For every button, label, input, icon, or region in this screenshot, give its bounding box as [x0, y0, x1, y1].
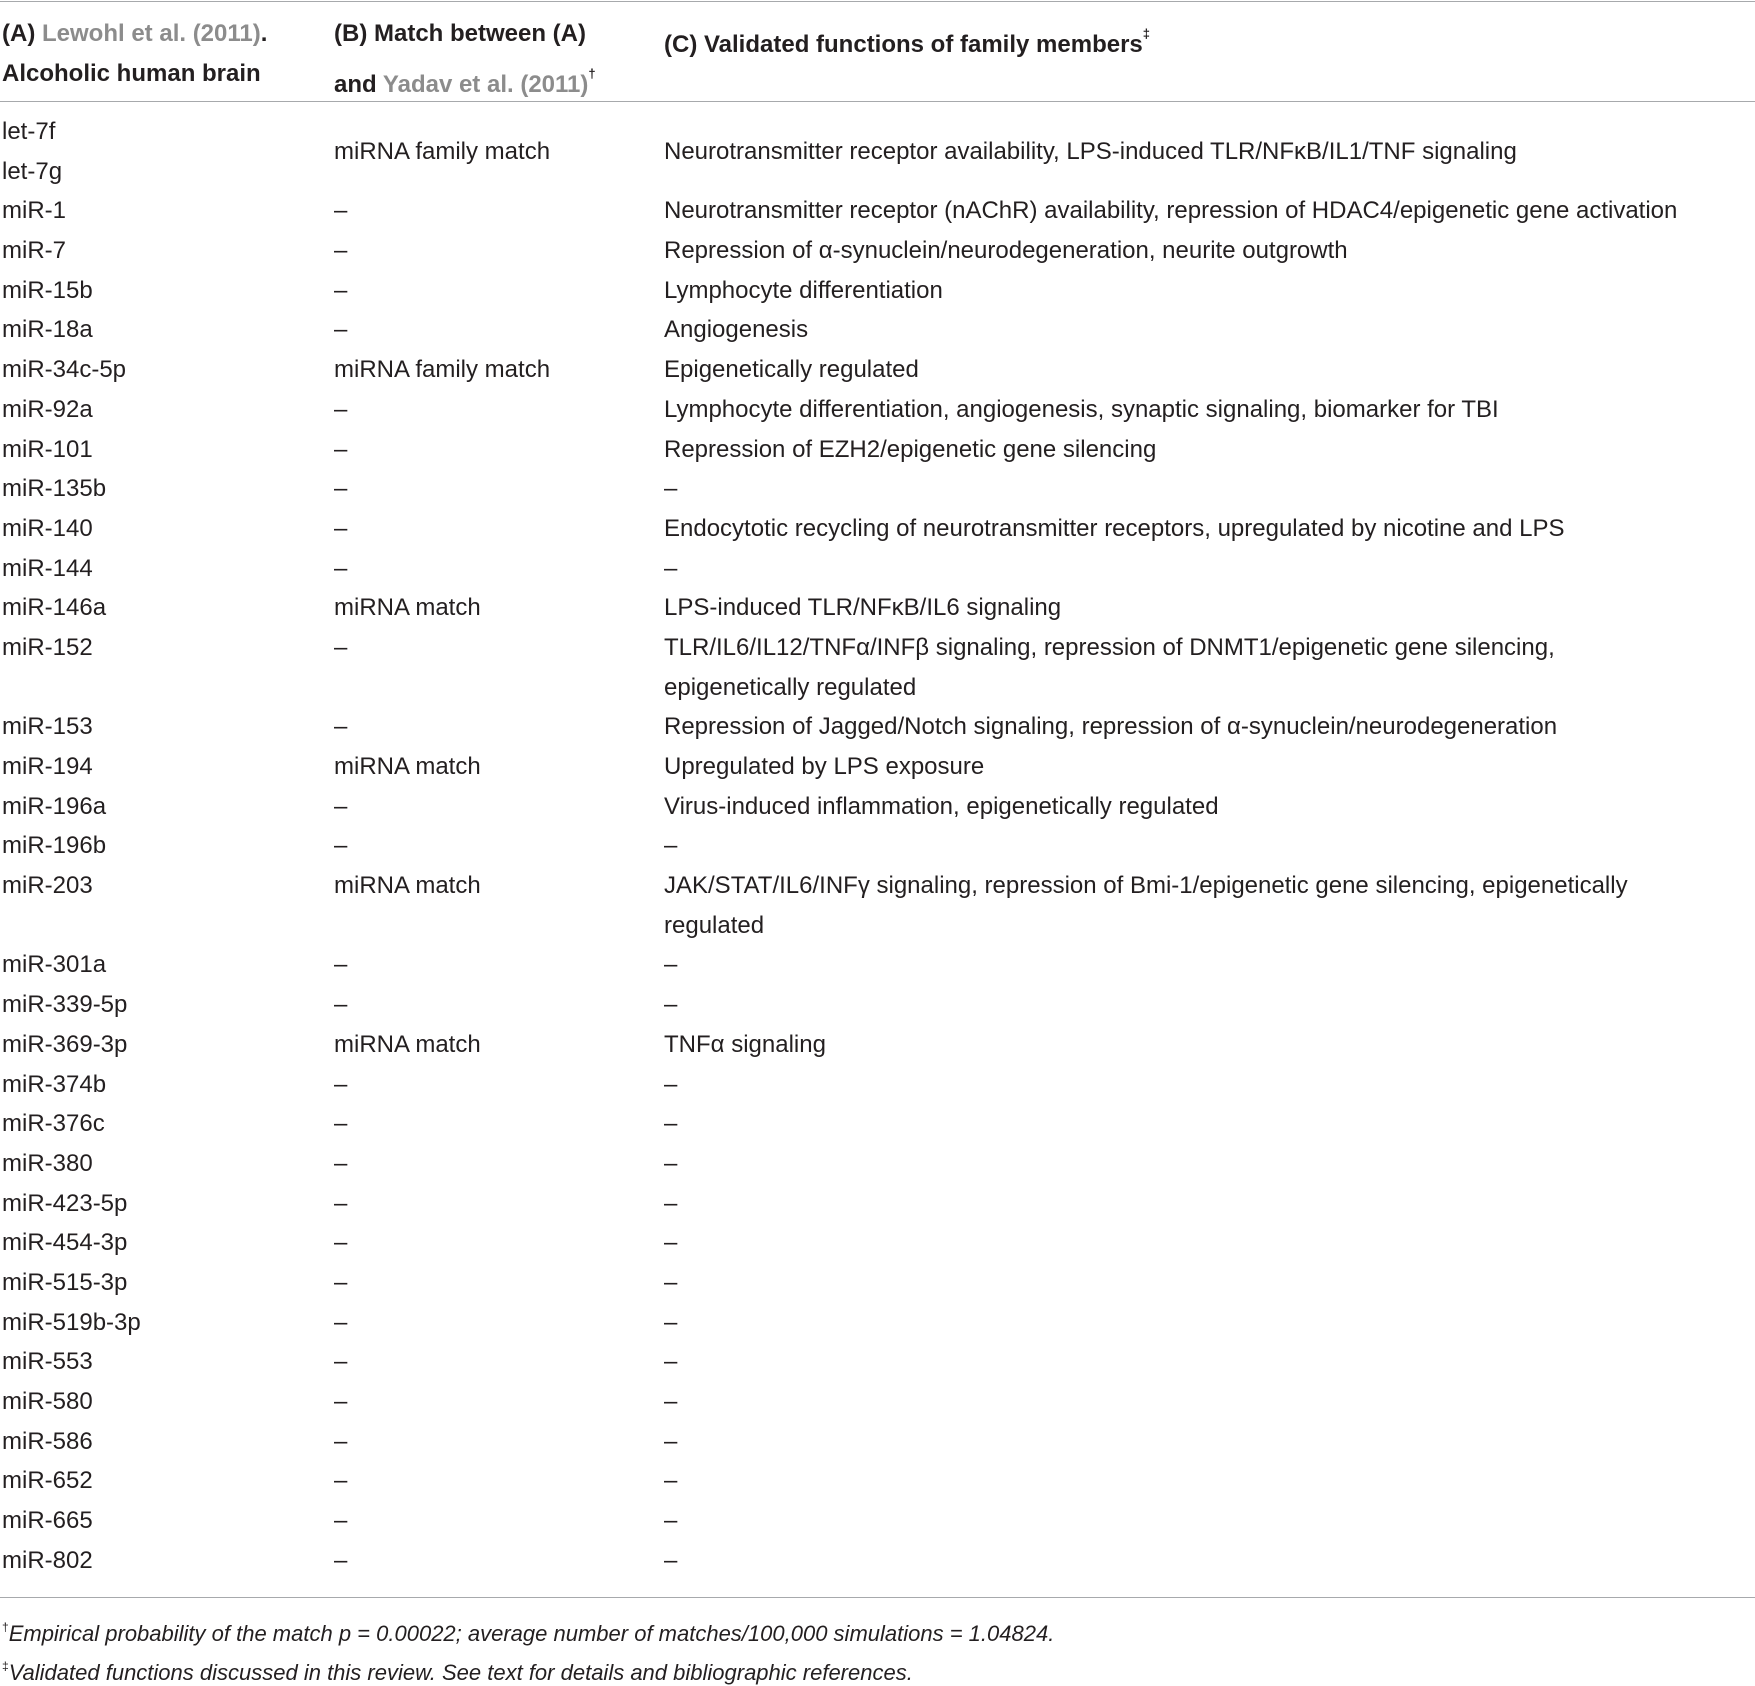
double-dagger-footnote-mark: ‡: [1142, 26, 1150, 41]
mirna-name-cell: miR-196a: [2, 792, 107, 820]
table-row: [0, 1382, 1755, 1422]
table-row: [0, 350, 1755, 390]
mirna-name-cell: miR-374b: [2, 1070, 107, 1098]
function-cell: –: [664, 1348, 678, 1376]
match-cell: –: [334, 1110, 348, 1138]
table-row: [0, 1303, 1755, 1343]
match-cell: –: [334, 1268, 348, 1296]
mirna-name-cell: miR-580: [2, 1388, 93, 1416]
table-row: [0, 707, 1755, 747]
function-cell: –: [664, 1388, 678, 1416]
footnote-mark: †: [2, 1620, 9, 1634]
match-cell: miRNA match: [334, 594, 481, 622]
mirna-name-cell: miR-586: [2, 1427, 93, 1455]
table-row: [0, 390, 1755, 430]
match-cell: miRNA family match: [334, 356, 551, 384]
function-cell: Repression of α-synuclein/neurodegeneration, neurite outgrowth: [664, 237, 1348, 265]
match-cell: –: [334, 1070, 348, 1098]
function-cell: –: [664, 554, 678, 582]
footnote-double-dagger: [2, 1659, 913, 1686]
column-b-and: and: [334, 71, 377, 98]
function-cell: Neurotransmitter receptor availability, LPS-induced TLR/NFκB/IL1/TNF signaling: [664, 138, 1517, 165]
match-cell: –: [334, 951, 348, 979]
function-cell: Neurotransmitter receptor (nAChR) availability, repression of HDAC4/epigenetic gene activation: [664, 197, 1678, 225]
table-bottom-rule: [0, 1597, 1755, 1598]
table-row: [0, 1184, 1755, 1224]
function-cell: Repression of Jagged/Notch signaling, repression of α-synuclein/neurodegeneration: [664, 713, 1558, 741]
function-cell: TLR/IL6/IL12/TNFα/INFβ signaling, repression of DNMT1/epigenetic gene silencing, epigenetically regulated: [664, 633, 1555, 701]
function-cell: TNFα signaling: [664, 1030, 826, 1058]
mirna-name-cell: miR-380: [2, 1149, 93, 1177]
mirna-name-cell: miR-194: [2, 753, 93, 781]
column-a-suffix: .: [260, 20, 268, 47]
function-cell: –: [664, 1110, 678, 1138]
table-row: [0, 271, 1755, 311]
function-cell: JAK/STAT/IL6/INFγ signaling, repression of Bmi-1/epigenetic gene silencing, epigenetically regulated: [664, 872, 1628, 939]
table-row: [0, 747, 1755, 787]
function-cell: –: [664, 1229, 678, 1257]
footnote-dagger: [2, 1620, 1054, 1647]
match-cell: miRNA match: [334, 1030, 481, 1058]
mirna-name-cell: miR-34c-5p: [2, 356, 127, 384]
function-cell: Lymphocyte differentiation, angiogenesis, synaptic signaling, biomarker for TBI: [664, 395, 1499, 423]
mirna-name-cell: miR-553: [2, 1348, 93, 1376]
function-cell: –: [664, 1467, 678, 1495]
mirna-name-cell: miR-7: [2, 237, 66, 265]
mirna-name-cell: miR-519b-3p: [2, 1308, 141, 1336]
mirna-name-cell: miR-144: [2, 554, 93, 582]
mirna-name-cell: miR-802: [2, 1546, 93, 1574]
table-row: [0, 430, 1755, 470]
mirna-name-cell: miR-15b: [2, 276, 93, 304]
function-cell: –: [664, 1189, 678, 1217]
yadav-reference-link[interactable]: Yadav et al. (2011): [382, 71, 589, 98]
mirna-name-cell: miR-1: [2, 197, 66, 225]
table-row: [0, 866, 1755, 945]
mirna-name-cell: miR-135b: [2, 475, 107, 503]
match-cell: –: [334, 1507, 348, 1535]
function-cell: –: [664, 1546, 678, 1574]
table-top-rule: [0, 1, 1755, 2]
match-cell: –: [334, 1427, 348, 1455]
mirna-name-cell: miR-376c: [2, 1110, 105, 1138]
column-c-title: (C) Validated functions of family members: [664, 31, 1143, 58]
match-cell: –: [334, 1229, 348, 1257]
match-cell: miRNA match: [334, 872, 481, 900]
footnote-text: Validated functions discussed in this review. See text for details and bibliographic references.: [8, 1660, 913, 1685]
column-a-subtitle: Alcoholic human brain: [2, 60, 261, 87]
mirna-name-cell: miR-146a: [2, 594, 107, 622]
table-row: [0, 469, 1755, 509]
match-cell: –: [334, 1189, 348, 1217]
match-cell: –: [334, 832, 348, 860]
table-row: [0, 1342, 1755, 1382]
mirna-name-cell: miR-18a: [2, 316, 93, 344]
mirna-name-cell: miR-515-3p: [2, 1268, 128, 1296]
table-row: [0, 509, 1755, 549]
table-row: [0, 1025, 1755, 1065]
mirna-name-cell: miR-92a: [2, 395, 93, 423]
match-cell: miRNA family match: [334, 138, 551, 165]
mirna-name-cell: miR-665: [2, 1507, 93, 1535]
function-cell: –: [664, 832, 678, 860]
table-row: [0, 945, 1755, 985]
match-cell: –: [334, 792, 348, 820]
table-row: [0, 787, 1755, 827]
mirna-name-cell: miR-652: [2, 1467, 93, 1495]
function-cell: Repression of EZH2/epigenetic gene silencing: [664, 435, 1157, 463]
match-cell: –: [334, 1149, 348, 1177]
table-body: [0, 112, 1755, 1580]
match-cell: –: [334, 475, 348, 503]
lewohl-reference-link[interactable]: Lewohl et al. (2011): [42, 20, 261, 47]
table-row: [0, 549, 1755, 589]
header-rule: [0, 101, 1755, 102]
table-row: [0, 1263, 1755, 1303]
match-cell: –: [334, 197, 348, 225]
column-b-title: (B) Match between (A): [334, 20, 586, 47]
match-cell: –: [334, 514, 348, 542]
function-cell: –: [664, 1507, 678, 1535]
mirna-name-cell: miR-152: [2, 633, 93, 661]
function-cell: Virus-induced inflammation, epigenetically regulated: [664, 792, 1219, 820]
function-cell: Endocytotic recycling of neurotransmitter receptors, upregulated by nicotine and LPS: [664, 514, 1565, 542]
dagger-footnote-mark: †: [588, 66, 596, 81]
match-cell: –: [334, 316, 348, 344]
mirna-name-cell: miR-301a: [2, 951, 107, 979]
column-a-prefix: (A): [2, 20, 36, 47]
table-row: [0, 826, 1755, 866]
footnote-mark: ‡: [2, 1659, 9, 1673]
function-cell: –: [664, 1268, 678, 1296]
mirna-name-cell: let-7f let-7g: [2, 118, 63, 185]
table-row: [0, 1144, 1755, 1184]
mirna-name-cell: miR-101: [2, 435, 93, 463]
mirna-name-cell: miR-140: [2, 514, 93, 542]
function-cell: –: [664, 951, 678, 979]
match-cell: –: [334, 554, 348, 582]
column-header-c: [664, 14, 1150, 65]
mirna-name-cell: miR-423-5p: [2, 1189, 128, 1217]
match-cell: –: [334, 1546, 348, 1574]
table-row: [0, 588, 1755, 628]
match-cell: –: [334, 713, 348, 741]
function-cell: –: [664, 1149, 678, 1177]
mirna-name-cell: miR-369-3p: [2, 1030, 128, 1058]
table-row: [0, 628, 1755, 707]
table-row: [0, 1541, 1755, 1581]
mirna-name-cell: miR-339-5p: [2, 991, 128, 1019]
match-cell: miRNA match: [334, 753, 481, 781]
match-cell: –: [334, 1348, 348, 1376]
column-header-a: [2, 14, 267, 94]
match-cell: –: [334, 1467, 348, 1495]
match-cell: –: [334, 435, 348, 463]
function-cell: Upregulated by LPS exposure: [664, 753, 985, 781]
match-cell: –: [334, 276, 348, 304]
mirna-name-cell: miR-454-3p: [2, 1229, 128, 1257]
function-cell: –: [664, 1427, 678, 1455]
table-row: [0, 1223, 1755, 1263]
table-row: [0, 1104, 1755, 1144]
table-row: [0, 191, 1755, 231]
function-cell: –: [664, 1308, 678, 1336]
function-cell: –: [664, 475, 678, 503]
match-cell: –: [334, 237, 348, 265]
footnote-text: Empirical probability of the match p = 0.00022; average number of matches/100,000 simulations = 1.04824.: [8, 1621, 1055, 1646]
table-row: [0, 231, 1755, 271]
table-row: [0, 112, 1755, 191]
match-cell: –: [334, 1388, 348, 1416]
table-row: [0, 985, 1755, 1025]
table-row: [0, 1501, 1755, 1541]
match-cell: –: [334, 395, 348, 423]
function-cell: Epigenetically regulated: [664, 356, 919, 384]
table-row: [0, 1461, 1755, 1501]
function-cell: LPS-induced TLR/NFκB/IL6 signaling: [664, 594, 1062, 622]
mirna-name-cell: miR-196b: [2, 832, 107, 860]
mirna-name-cell: miR-153: [2, 713, 93, 741]
function-cell: –: [664, 991, 678, 1019]
function-cell: Angiogenesis: [664, 316, 809, 344]
function-cell: Lymphocyte differentiation: [664, 276, 943, 304]
column-header-b: [334, 14, 596, 105]
function-cell: –: [664, 1070, 678, 1098]
table-row: [0, 310, 1755, 350]
match-cell: –: [334, 1308, 348, 1336]
table-row: [0, 1422, 1755, 1462]
table-row: [0, 1065, 1755, 1105]
mirna-name-cell: miR-203: [2, 872, 93, 900]
match-cell: –: [334, 633, 348, 661]
match-cell: –: [334, 991, 348, 1019]
